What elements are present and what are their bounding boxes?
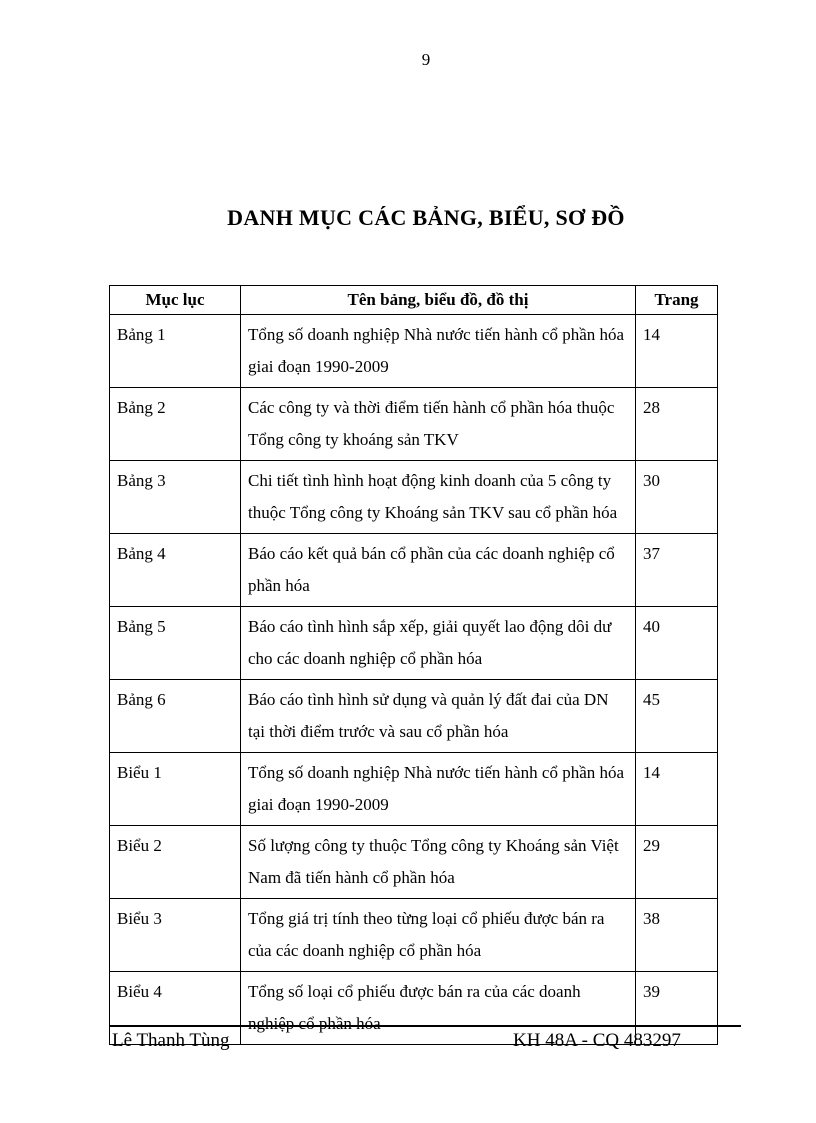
row-ref: Biểu 2 xyxy=(110,826,241,899)
row-page: 39 xyxy=(636,972,718,1045)
page-title: DANH MỤC CÁC BẢNG, BIỂU, SƠ ĐỒ xyxy=(227,205,625,230)
table-row xyxy=(110,315,718,388)
table-row xyxy=(110,534,718,607)
page-number: 9 xyxy=(421,50,431,69)
row-ref: Bảng 5 xyxy=(110,607,241,680)
table-row xyxy=(110,753,718,826)
row-name: Tổng số doanh nghiệp Nhà nước tiến hành cổ phần hóa giai đoạn 1990-2009 xyxy=(241,315,636,388)
row-page: 30 xyxy=(636,461,718,534)
row-ref: Bảng 4 xyxy=(110,534,241,607)
table-row xyxy=(110,680,718,753)
row-name: Các công ty và thời điểm tiến hành cổ phần hóa thuộc Tổng công ty khoáng sản TKV xyxy=(241,388,636,461)
table-row xyxy=(110,607,718,680)
row-name: Chi tiết tình hình hoạt động kinh doanh của 5 công ty thuộc Tổng công ty Khoáng sản TKV sau cổ phần hóa xyxy=(241,461,636,534)
table-row xyxy=(110,826,718,899)
row-name: Báo cáo tình hình sắp xếp, giải quyết lao động dôi dư cho các doanh nghiệp cổ phần hóa xyxy=(241,607,636,680)
header-index: Mục lục xyxy=(110,286,241,315)
row-ref: Bảng 1 xyxy=(110,315,241,388)
row-name: Tổng số doanh nghiệp Nhà nước tiến hành cổ phần hóa giai đoạn 1990-2009 xyxy=(241,753,636,826)
row-ref: Biểu 4 xyxy=(110,972,241,1045)
row-page: 29 xyxy=(636,826,718,899)
row-page: 28 xyxy=(636,388,718,461)
row-page: 40 xyxy=(636,607,718,680)
row-name: Tổng giá trị tính theo từng loại cổ phiếu được bán ra của các doanh nghiệp cổ phần hóa xyxy=(241,899,636,972)
table-row xyxy=(110,899,718,972)
row-name: Tổng số loại cổ phiếu được bán ra của các doanh nghiệp cổ phần hóa xyxy=(241,972,636,1045)
row-page: 14 xyxy=(636,753,718,826)
footer-divider xyxy=(109,1025,741,1027)
row-ref: Bảng 2 xyxy=(110,388,241,461)
row-ref: Biểu 1 xyxy=(110,753,241,826)
row-page: 37 xyxy=(636,534,718,607)
row-ref: Bảng 3 xyxy=(110,461,241,534)
row-name: Báo cáo tình hình sử dụng và quản lý đất đai của DN tại thời điểm trước và sau cổ phần hóa xyxy=(241,680,636,753)
footer-author: Lê Thanh Tùng xyxy=(112,1030,230,1051)
row-page: 45 xyxy=(636,680,718,753)
table-row xyxy=(110,388,718,461)
table-header-row xyxy=(110,286,718,315)
table-row xyxy=(110,461,718,534)
header-name: Tên bảng, biểu đồ, đồ thị xyxy=(241,286,636,315)
table-of-figures xyxy=(109,285,718,1045)
row-ref: Biểu 3 xyxy=(110,899,241,972)
header-page: Trang xyxy=(636,286,718,315)
row-page: 38 xyxy=(636,899,718,972)
row-page: 14 xyxy=(636,315,718,388)
footer-class-code: KH 48A - CQ 483297 xyxy=(513,1030,681,1051)
row-ref: Bảng 6 xyxy=(110,680,241,753)
row-name: Số lượng công ty thuộc Tổng công ty Khoáng sản Việt Nam đã tiến hành cổ phần hóa xyxy=(241,826,636,899)
row-name: Báo cáo kết quả bán cổ phần của các doanh nghiệp cổ phần hóa xyxy=(241,534,636,607)
